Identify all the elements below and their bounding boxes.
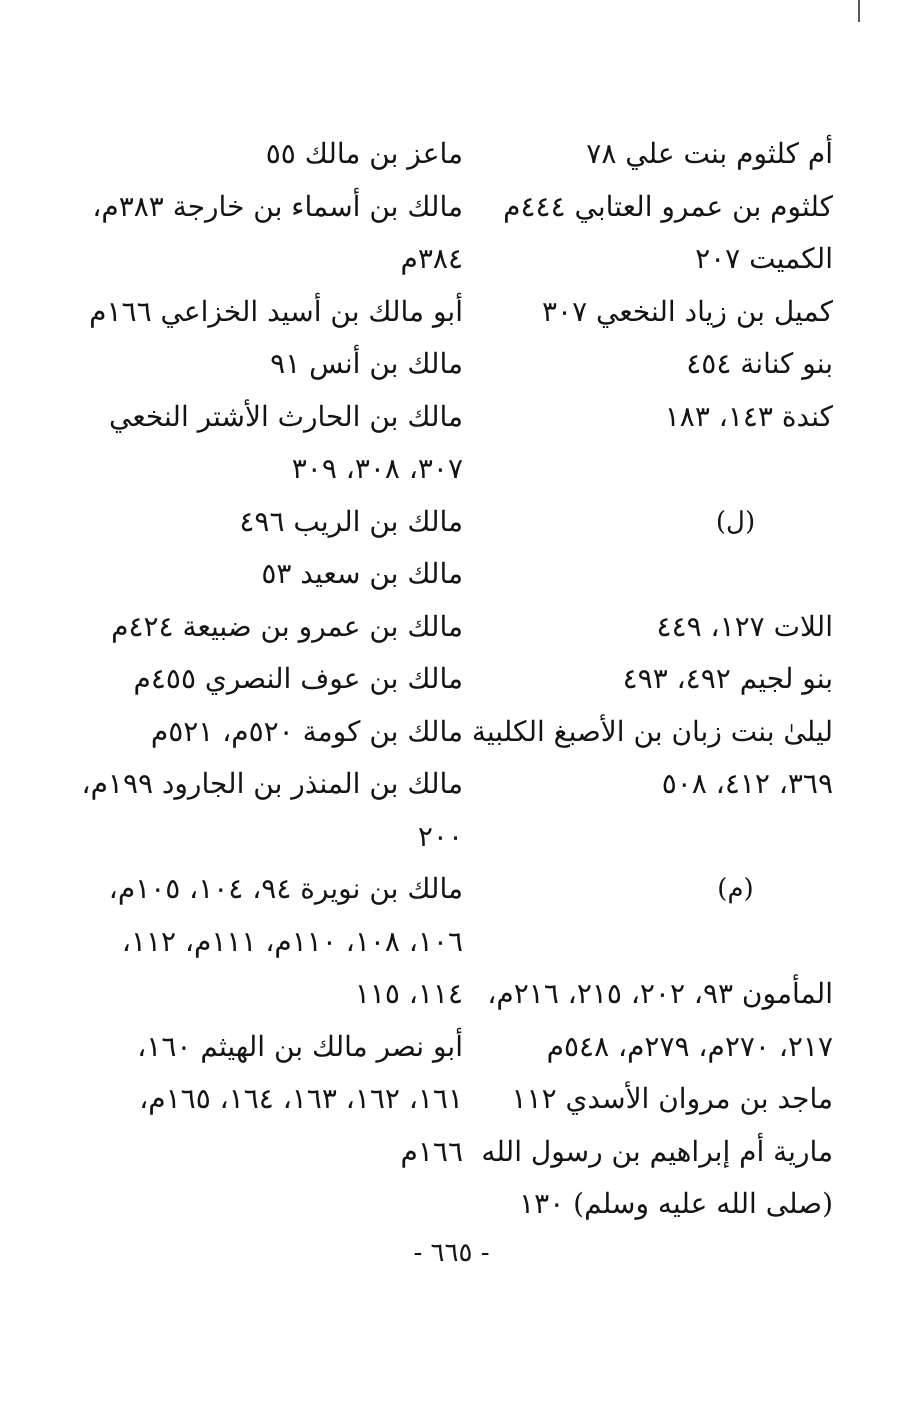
index-entry: مالك بن المنذر بن الجارود ١٩٩م، [81, 767, 463, 800]
section-heading: (ل) [715, 506, 756, 537]
index-entry: بنو كنانة ٤٥٤ [686, 347, 833, 380]
index-entry: مالك بن الحارث الأشتر النخعي [109, 399, 463, 433]
index-entry: مالك بن الريب ٤٩٦ [239, 504, 463, 538]
index-entry: ٣٠٧، ٣٠٨، ٣٠٩ [291, 452, 463, 485]
index-entry: مالك بن عوف النصري ٤٥٥م [133, 662, 463, 695]
index-entry: الكميت ٢٠٧ [695, 242, 833, 275]
index-entry: بنو لجيم ٤٩٢، ٤٩٣ [622, 662, 833, 695]
index-entry: ماجد بن مروان الأسدي ١١٢ [511, 1082, 833, 1115]
index-entry: ٣٦٩، ٤١٢، ٥٠٨ [661, 767, 833, 800]
index-entry: مالك بن عمرو بن ضبيعة ٤٢٤م [111, 609, 463, 643]
index-entry: (صلى الله عليه وسلم) ١٣٠ [519, 1187, 833, 1220]
index-entry: ١٦٦م [400, 1134, 463, 1168]
index-entry: مالك بن نويرة ٩٤، ١٠٤، ١٠٥م، [108, 872, 463, 905]
index-entry: ماعز بن مالك ٥٥ [265, 137, 463, 170]
index-entry: مالك بن سعيد ٥٣ [261, 557, 463, 590]
index-entry: مالك بن كومة ٥٢٠م، ٥٢١م [150, 714, 463, 748]
index-entry: المأمون ٩٣، ٢٠٢، ٢١٥، ٢١٦م، [487, 977, 833, 1010]
index-entry: كميل بن زياد النخعي ٣٠٧ [542, 294, 833, 328]
index-column-right [471, 128, 833, 1231]
blank-line [488, 811, 833, 864]
blank-line [488, 548, 833, 601]
index-entry: مالك بن أنس ٩١ [270, 347, 463, 380]
index-entry: ليلىٰ بنت زبان بن الأصبغ الكلبية [471, 714, 833, 748]
blank-line [488, 443, 833, 496]
page-number: - ٦٦٥ - [413, 1238, 490, 1268]
index-entry: مارية أم إبراهيم بن رسول الله [481, 1134, 833, 1168]
index-entry: كلثوم بن عمرو العتابي ٤٤٤م [503, 189, 833, 223]
index-entry: ١١٤، ١١٥ [354, 977, 463, 1010]
index-column-left [81, 128, 463, 1178]
index-entry: ٣٨٤م [400, 242, 463, 275]
index-entry: أم كلثوم بنت علي ٧٨ [586, 137, 833, 170]
section-heading: (م) [717, 874, 754, 904]
index-entry: أبو مالك بن أسيد الخزاعي ١٦٦م [89, 294, 463, 328]
index-entry: ١٠٦، ١٠٨، ١١٠م، ١١١م، ١١٢، [121, 924, 463, 958]
index-entry: اللات ١٢٧، ٤٤٩ [656, 609, 833, 643]
index-entry: ٢١٧، ٢٧٠م، ٢٧٩م، ٥٤٨م [546, 1029, 833, 1063]
scan-mark [858, 0, 860, 22]
blank-line [488, 916, 833, 969]
index-entry: أبو نصر مالك بن الهيثم ١٦٠، [137, 1029, 463, 1063]
index-entry: ٢٠٠ [417, 819, 463, 853]
index-entry: كندة ١٤٣، ١٨٣ [664, 399, 833, 433]
index-entry: ١٦١، ١٦٢، ١٦٣، ١٦٤، ١٦٥م، [139, 1082, 463, 1115]
index-entry: مالك بن أسماء بن خارجة ٣٨٣م، [92, 189, 463, 223]
